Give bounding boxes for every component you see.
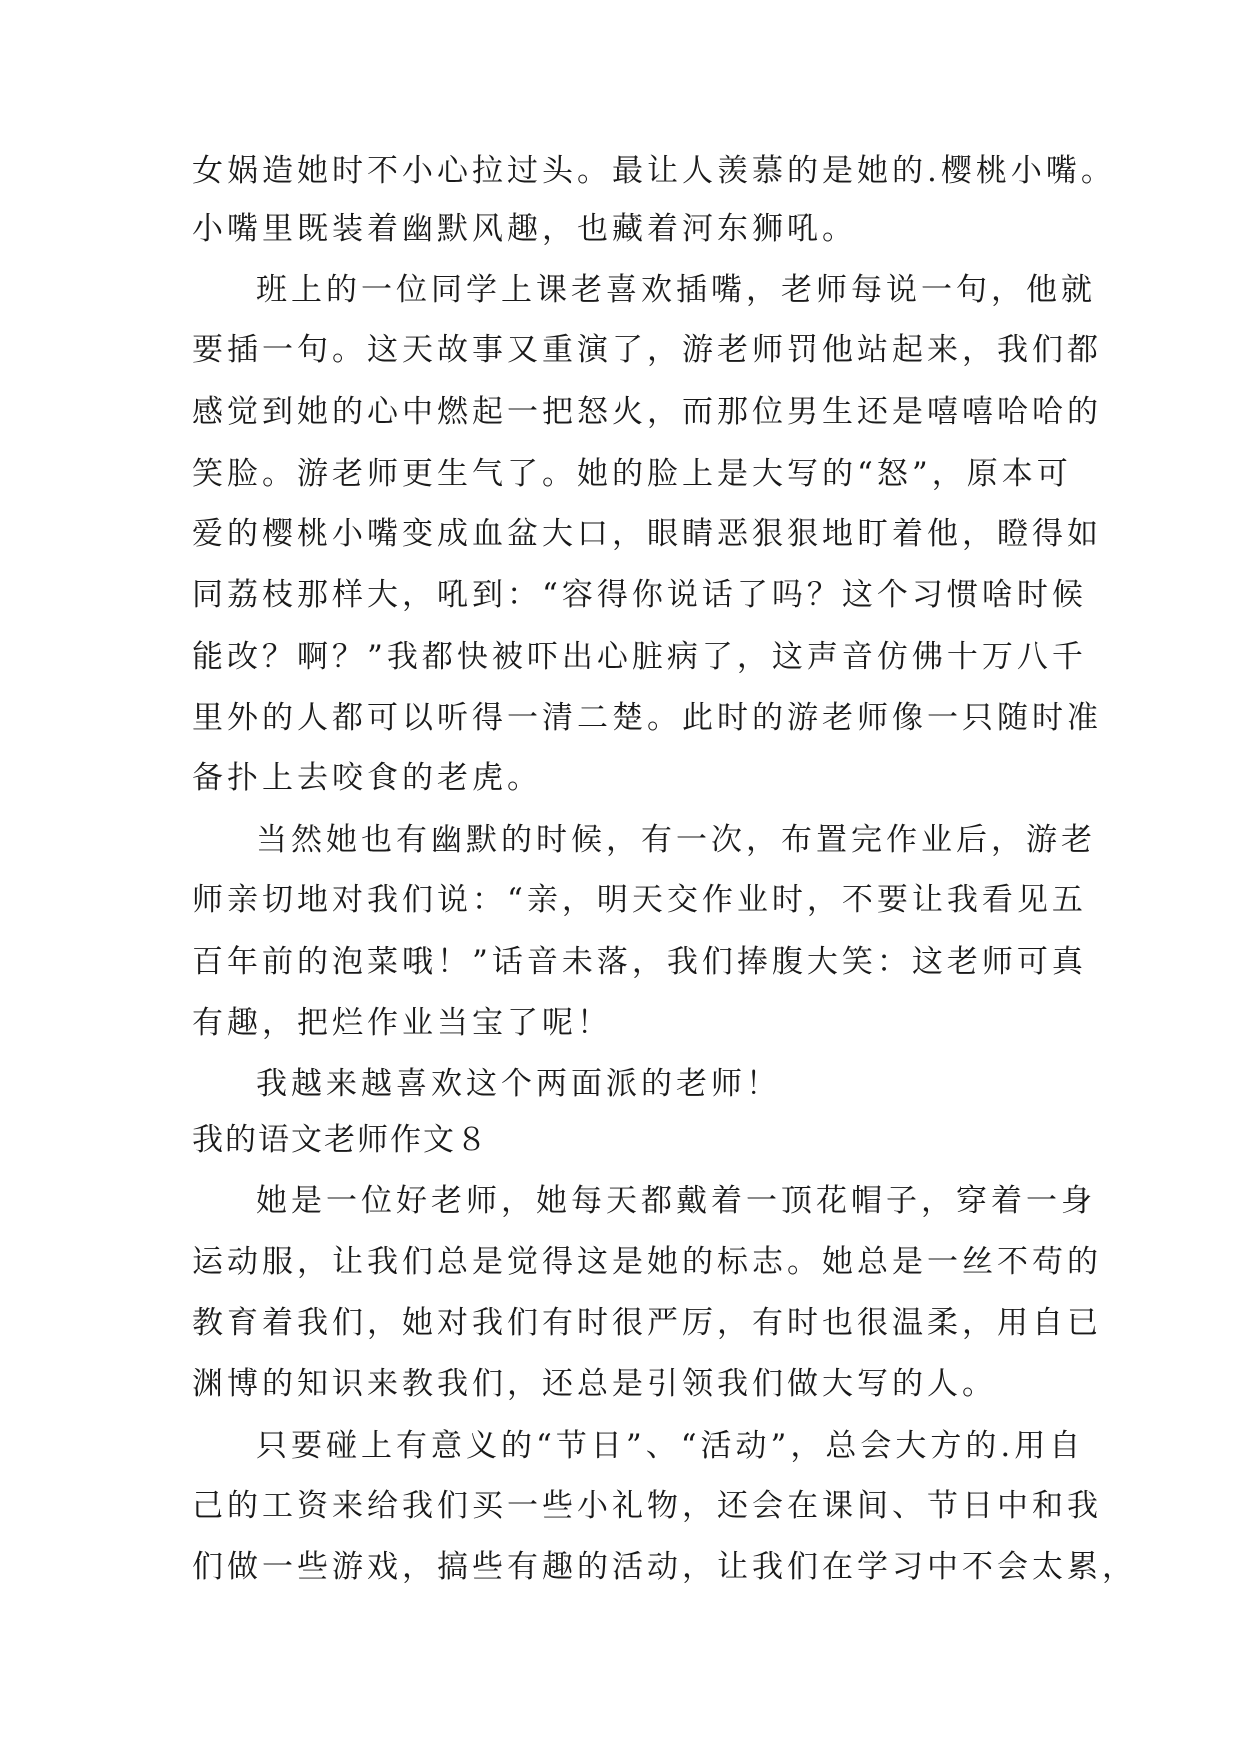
- text-line: 小嘴里既装着幽默风趣，也藏着河东狮吼。: [192, 211, 857, 247]
- text-line: 能改？啊？”我都快被吓出心脏病了，这声音仿佛十万八千: [192, 639, 1087, 675]
- text-line: 师亲切地对我们说：“亲，明天交作业时，不要让我看见五: [192, 882, 1087, 918]
- text-line: 里外的人都可以听得一清二楚。此时的游老师像一只随时准: [192, 700, 1102, 736]
- paragraph-start-line: 她是一位好老师，她每天都戴着一顶花帽子，穿着一身: [256, 1183, 1096, 1219]
- paragraph-start-line: 只要碰上有意义的“节日”、“活动”，总会大方的.用自: [256, 1428, 1085, 1464]
- text-line: 同荔枝那样大，吼到：“容得你说话了吗？这个习惯啥时候: [192, 577, 1087, 613]
- text-line: 有趣，把烂作业当宝了呢！: [192, 1005, 612, 1041]
- text-line: 运动服，让我们总是觉得这是她的标志。她总是一丝不苟的: [192, 1244, 1102, 1280]
- text-line: 教育着我们，她对我们有时很严厉，有时也很温柔，用自已: [192, 1305, 1102, 1341]
- paragraph-start-line: 班上的一位同学上课老喜欢插嘴，老师每说一句，他就: [256, 272, 1096, 308]
- paragraph-start-line: 当然她也有幽默的时候，有一次，布置完作业后，游老: [256, 822, 1096, 858]
- paragraph-start-line: 我越来越喜欢这个两面派的老师！: [256, 1066, 781, 1102]
- text-line: 们做一些游戏，搞些有趣的活动，让我们在学习中不会太累，: [192, 1549, 1137, 1585]
- text-line: 渊博的知识来教我们，还总是引领我们做大写的人。: [192, 1366, 997, 1402]
- text-line: 笑脸。游老师更生气了。她的脸上是大写的“怒”，原本可: [192, 456, 1072, 492]
- text-line: 感觉到她的心中燃起一把怒火，而那位男生还是嘻嘻哈哈的: [192, 394, 1102, 430]
- text-line: 备扑上去咬食的老虎。: [192, 760, 542, 796]
- text-line: 要插一句。这天故事又重演了，游老师罚他站起来，我们都: [192, 332, 1102, 368]
- text-line: 爱的樱桃小嘴变成血盆大口，眼睛恶狠狠地盯着他，瞪得如: [192, 516, 1102, 552]
- text-line: 百年前的泡菜哦！”话音未落，我们捧腹大笑：这老师可真: [192, 944, 1087, 980]
- section-heading: 我的语文老师作文８: [192, 1122, 489, 1158]
- text-line: 女娲造她时不小心拉过头。最让人羡慕的是她的.樱桃小嘴。: [192, 153, 1116, 189]
- text-line: 己的工资来给我们买一些小礼物，还会在课间、节日中和我: [192, 1488, 1102, 1524]
